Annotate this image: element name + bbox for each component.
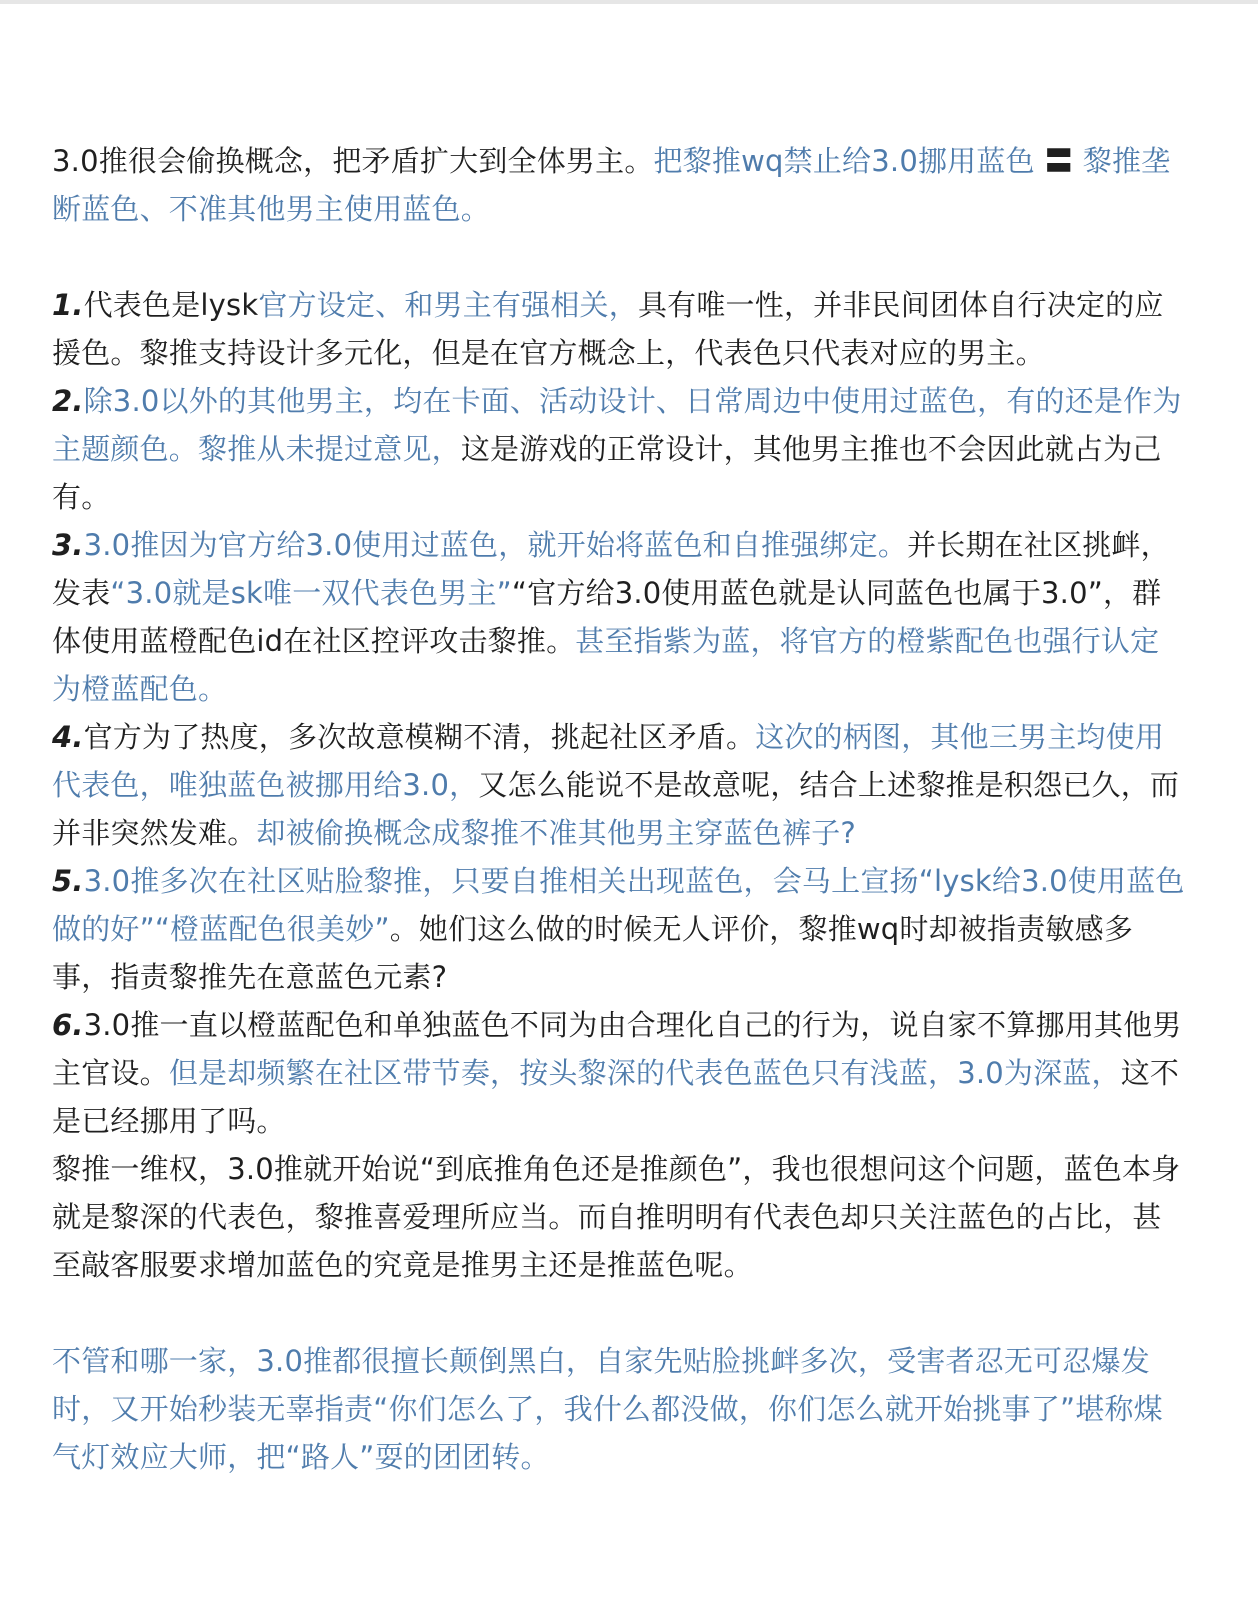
highlighted-text: 3.0推多次在社区贴脸黎推，只要自推相关出现蓝色，会马上宣扬“lysk给3.0使用蓝色做的好”“橙蓝配色很美妙” [52, 864, 1185, 946]
highlighted-text: 甚至指紫为蓝，将官方的橙紫配色也强行认定为橙蓝配色。 [52, 624, 1160, 706]
paragraph-4 [52, 521, 1187, 713]
body-text: 3.0推很会偷换概念，把矛盾扩大到全体男主。 [52, 144, 654, 178]
body-text: 代表色是lysk [83, 288, 259, 322]
body-text: 这不是已经挪用了吗。 [52, 1056, 1180, 1138]
paragraph-10 [52, 1337, 1187, 1481]
item-number: 5. [52, 864, 84, 898]
paragraph-gap [52, 1289, 1187, 1337]
paragraph-8 [52, 1145, 1187, 1289]
highlighted-text: 这次的柄图，其他三男主均使用代表色，唯独蓝色被挪用给3.0， [52, 720, 1165, 802]
highlighted-text: 却被偷换概念成黎推不准其他男主穿蓝色裤子? [256, 816, 856, 850]
body-text: 。她们这么做的时候无人评价，黎推wq时却被指责敏感多事，指责黎推先在意蓝色元素? [52, 912, 1134, 994]
paragraph-7 [52, 1001, 1187, 1145]
body-text: “官方给3.0使用蓝色就是认同蓝色也属于3.0”，群体使用蓝橙配色id在社区控评攻击黎推。 [52, 576, 1162, 658]
paragraph-gap [52, 233, 1187, 281]
top-border [0, 0, 1258, 4]
body-text: 〓 [1034, 144, 1083, 178]
body-text: 这是游戏的正常设计，其他男主推也不会因此就占为己有。 [52, 432, 1162, 514]
paragraph-2 [52, 281, 1187, 377]
item-number: 4. [52, 720, 84, 754]
highlighted-text: 把黎推wq禁止给3.0挪用蓝色 [653, 144, 1035, 178]
item-number: 2. [52, 384, 84, 418]
highlighted-text: 不管和哪一家，3.0推都很擅长颠倒黑白，自家先贴脸挑衅多次，受害者忍无可忍爆发时，又开始秒装无辜指责“你们怎么了，我什么都没做，你们怎么就开始挑事了”堪称煤气灯效应大师，把“路人”耍的团团转。 [52, 1344, 1163, 1474]
highlighted-text: 黎推垄断蓝色、不准其他男主使用蓝色。 [52, 144, 1171, 226]
body-text: 黎推一维权，3.0推就开始说“到底推角色还是推颜色”，我也很想问这个问题，蓝色本身就是黎深的代表色，黎推喜爱理所应当。而自推明明有代表色却只关注蓝色的占比，甚至敲客服要求增加蓝色的究竟是推男主还是推蓝色呢。 [52, 1152, 1181, 1282]
body-text: 并长期在社区挑衅，发表 [52, 528, 1170, 610]
body-text: 又怎么能说不是故意呢，结合上述黎推是积怨已久，而并非突然发难。 [52, 768, 1180, 850]
highlighted-text: 官方设定、和男主有强相关， [258, 288, 638, 322]
item-number: 1. [52, 288, 84, 322]
item-number: 3. [52, 528, 84, 562]
paragraph-6 [52, 857, 1187, 1001]
paragraph-0 [52, 137, 1187, 233]
highlighted-text: 除3.0以外的其他男主，均在卡面、活动设计、日常周边中使用过蓝色，有的还是作为主题颜色。黎推从未提过意见， [52, 384, 1182, 466]
body-text: 具有唯一性，并非民间团体自行决定的应援色。黎推支持设计多元化，但是在官方概念上，代表色只代表对应的男主。 [52, 288, 1164, 370]
article-body [52, 137, 1187, 1481]
paragraph-3 [52, 377, 1187, 521]
highlighted-text: 3.0推因为官方给3.0使用过蓝色，就开始将蓝色和自推强绑定。 [83, 528, 908, 562]
paragraph-5 [52, 713, 1187, 857]
highlighted-text: 但是却频繁在社区带节奏，按头黎深的代表色蓝色只有浅蓝，3.0为深蓝， [168, 1056, 1121, 1090]
body-text: 3.0推一直以橙蓝配色和单独蓝色不同为由合理化自己的行为，说自家不算挪用其他男主官设。 [52, 1008, 1182, 1090]
body-text: 官方为了热度，多次故意模糊不清，挑起社区矛盾。 [83, 720, 756, 754]
item-number: 6. [52, 1008, 84, 1042]
highlighted-text: “3.0就是sk唯一双代表色男主” [110, 576, 512, 610]
